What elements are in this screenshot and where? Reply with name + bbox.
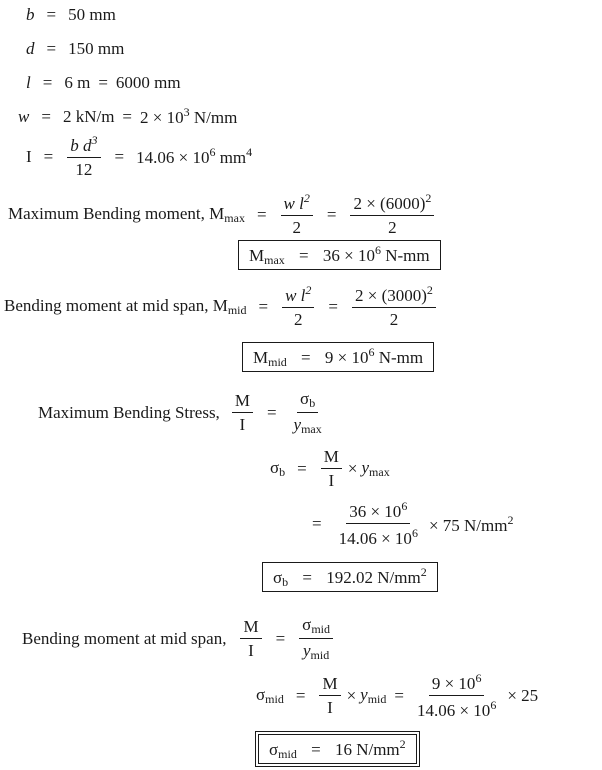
equals: =: [43, 146, 54, 166]
var-b: b: [26, 5, 35, 24]
fraction-m-i: $\frac{M}{I}$: [240, 618, 261, 659]
fraction-sigma-y: $\frac{\sigma_b}{y_{max}}$: [293, 389, 322, 436]
equals: =: [275, 629, 286, 648]
line-mid-stress: [22, 616, 335, 661]
equals: =: [98, 73, 108, 92]
line-l: [26, 74, 181, 91]
line-max-bending-stress: [38, 390, 327, 435]
equals: =: [114, 146, 125, 166]
fraction-6000: $\frac{2 \times (6000)^2}{2}$: [350, 192, 434, 236]
fraction-wl2-2: $\frac{w l^2}{2}$: [281, 192, 313, 236]
max-stress-label: Maximum Bending Stress,: [38, 403, 220, 422]
equals: =: [258, 296, 269, 316]
line-b: [26, 6, 116, 23]
var-d: d: [26, 39, 35, 58]
equals: =: [394, 686, 404, 705]
equals: =: [42, 73, 53, 92]
equals: =: [295, 686, 306, 705]
value-w-kn: 2 kN/m: [62, 106, 115, 126]
mid-stress-label: Bending moment at mid span,: [22, 629, 227, 648]
line-moment-of-inertia: [26, 134, 252, 178]
fraction-9-14: $\frac{9 \times 10^6}{14.06 \times 10^6}$: [416, 671, 497, 720]
equals: =: [312, 514, 322, 533]
line-mid-bending-moment: [4, 284, 438, 328]
result-m-max: [238, 240, 441, 270]
equals: =: [46, 5, 57, 24]
equals: =: [256, 204, 267, 224]
max-moment-label: Maximum Bending moment, $M_{max}$: [8, 203, 245, 225]
result-m-mid: [242, 342, 434, 372]
value-i: $14.06 \times 10^6$ $mm^4$: [136, 145, 253, 167]
result-sigma-b: [262, 562, 438, 592]
fraction-m-i: $\frac{M}{I}$: [321, 448, 342, 489]
mid-moment-label: Bending moment at mid span, $M_{mid}$: [4, 295, 247, 317]
fraction-m-i: $\frac{M}{I}$: [319, 675, 340, 716]
fraction-36-14: $\frac{36 \times 10^6}{14.06 \times 10^6}$: [338, 499, 418, 548]
equals: =: [41, 106, 51, 126]
fraction-wl2-2: $\frac{w l^2}{2}$: [282, 284, 314, 328]
line-sigma-mid: $\sigma_{mid}$ = $\frac{M}{I}$ × $y_{mid}$ = $\frac{9 \times 10^6}{14.06 \times 10^6}$ × 25: [256, 671, 539, 720]
result-box: $M_{mid} = 9 \times 10^6$ N-mm: [242, 342, 434, 372]
var-l: l: [26, 73, 31, 92]
line-sigma-b-substitution: = $\frac{36 \times 10^6}{14.06 \times 10^6}$ × 75 $N/mm^2$: [312, 499, 514, 548]
value-b: 50 mm: [68, 5, 116, 24]
result-sigma-mid: [258, 734, 417, 764]
value-d: 150 mm: [68, 39, 125, 58]
equals: =: [297, 459, 307, 478]
value-l-mm: 6000 mm: [115, 73, 181, 92]
equals: =: [122, 106, 133, 126]
var-w: w: [18, 106, 30, 126]
line-sigma-b-formula: $\sigma_b$ = $\frac{M}{I}$ × $y_{max}$: [270, 447, 390, 490]
fraction-bd3-12: $\frac{b d^3}{12}$: [67, 134, 100, 178]
line-d: [26, 40, 124, 57]
equals: =: [326, 204, 337, 224]
line-w: [18, 106, 237, 126]
line-max-bending-moment: [8, 192, 436, 236]
fraction-3000: $\frac{2 \times (3000)^2}{2}$: [352, 284, 436, 328]
equals: =: [328, 296, 338, 316]
equals: =: [266, 403, 277, 422]
result-box: $\sigma_{mid} = 16$ $N/mm^2$: [258, 734, 417, 764]
value-w-n: $2 \times 10^3$ N/mm: [140, 105, 238, 127]
fraction-sigma-y-mid: $\frac{\sigma_{mid}}{y_{mid}}$: [299, 616, 333, 661]
result-box: $M_{max} = 36 \times 10^6$ N-mm: [238, 240, 441, 270]
result-box: $\sigma_b = 192.02$ $N/mm^2$: [262, 562, 438, 592]
equals: =: [46, 39, 57, 58]
value-l-m: 6 m: [64, 73, 91, 92]
fraction-m-i: $\frac{M}{I}$: [232, 392, 253, 433]
var-i: I: [26, 146, 32, 166]
